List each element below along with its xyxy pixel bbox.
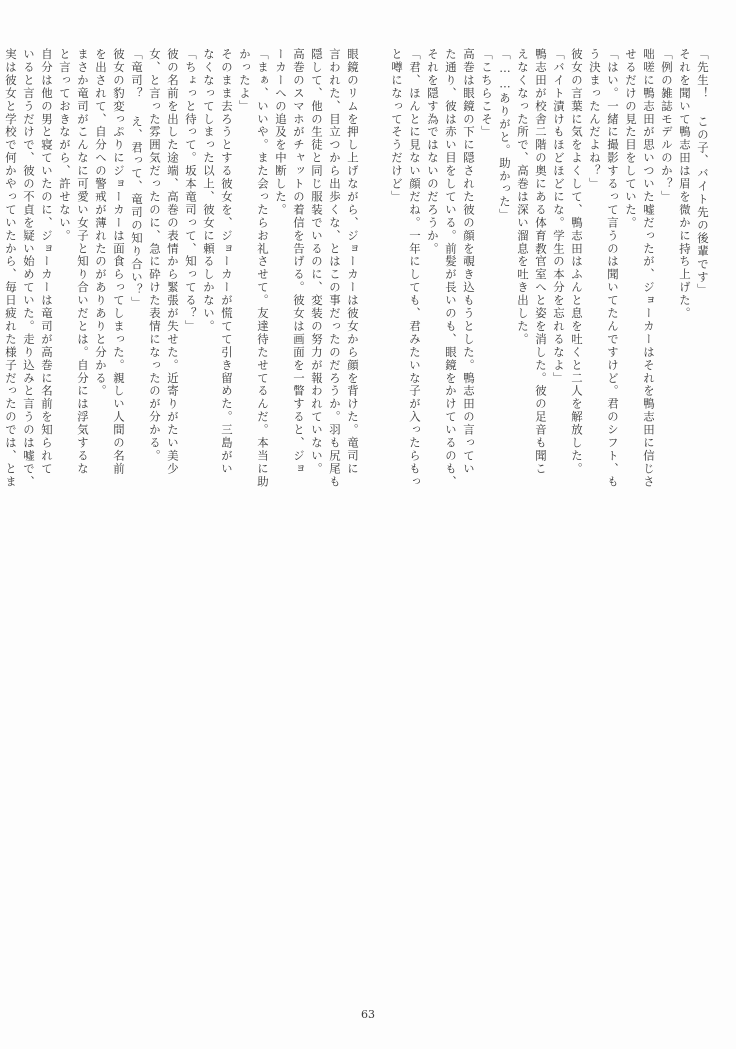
text-column: まさか竜司がこんなに可愛い女子と知り合いだとは。自分には浮気するな [76,48,90,476]
text-column: それを聞いて鴨志田は眉を微かに持ち上げた。 [678,48,692,320]
text-block-left [0,48,358,989]
text-column: と言っておきながら、許せない。 [58,48,72,243]
text-column: かったよ」 [238,48,252,113]
text-column: 高巻は眼鏡の下に隠された彼の顔を覗き込もうとした。鴨志田の言ってい [462,48,476,476]
text-column: 言われた、目立つから出歩くな、とはこの事だったのだろうか。羽も尻尾も [328,48,342,489]
text-column: 実は彼女と学校で何かやっていたから、毎日疲れた様子だったのでは、とま [4,48,18,489]
text-column: 彼女の豹変っぷりにジョーカーは面食らってしまった。親しい人間の名前 [112,48,126,476]
text-column: せるだけの見た目をしていた。 [624,48,638,230]
text-column: 隠して、他の生徒と同じ服装でいるのに、変装の努力が報われていない。 [310,48,324,476]
text-column: 自分は他の男と寝ていたのに、ジョーカーは竜司が高巻に名前を知られて [40,48,54,476]
text-column: 「……ありがと。助かった」 [498,48,512,222]
text-column: 「はい。一緒に撮影するって言うのは聞いてたんですけど。君のシフト、も [606,48,620,489]
text-body [4,48,710,989]
text-column: 彼女の言葉に気をよくして、鴨志田はふんと息を吐くと二人を解放した。 [570,48,584,476]
text-column: 鴨志田が校舎二階の奥にある体育教官室へと姿を消した。彼の足音も聞こ [534,48,548,476]
text-column: 「先生！ この子、バイト先の後輩です」 [696,48,710,297]
text-column: そのまま去ろうとする彼女を、ジョーカーが慌てて引き留めた。三島がい [220,48,234,476]
text-column: 彼の名前を出した途端、高巻の表情から緊張が失せた。近寄りがたい美少 [166,48,180,476]
text-column: 「こちらこそ」 [480,48,494,139]
text-column: た通り、彼は赤い目をしている。前髪が長いのも、眼鏡をかけているのも、 [444,48,458,489]
page-number: 63 [361,1008,375,1021]
text-column: 「まぁ、いいや。また会ったらお礼させて。友達待たせてるんだ。本当に助 [256,48,270,489]
text-column: ーカーへの追及を中断した。 [274,48,288,217]
text-column: 咄嗟に鴨志田が思いついた嘘だったが、ジョーカーはそれを鴨志田に信じさ [642,48,656,489]
text-column: と噂になってそうだけど」 [390,48,404,204]
text-block-right [384,48,708,989]
text-column: 「ちょっと待って。坂本竜司って、知ってる？」 [184,48,198,333]
text-column: う決まったんだよね？」 [588,48,602,191]
text-column: えなくなった所で、高巻は深い溜息を吐き出した。 [516,48,530,346]
text-column: 「バイト漬けもほどほどにな。学生の本分を忘れるなよ」 [552,48,566,385]
text-column: 「竜司？ え、君って、竜司の知り合い？」 [130,48,144,310]
text-column: 高巻のスマホがチャットの着信を告げる。彼女は画面を一瞥すると、ジョ [292,48,306,476]
text-column: 「例の雑誌モデルのか？」 [660,48,674,204]
text-column: それを隠す為ではないのだろうか。 [426,48,440,256]
text-column: なくなってしまった以上、彼女に頼るしかない。 [202,48,216,333]
text-column: を出されて、自分への警戒が薄れたのがありありと分かる。 [94,48,108,398]
text-column: 眼鏡のリムを押し上げながら、ジョーカーは彼女から顔を背けた。竜司に [346,48,360,476]
text-column: 女、と言った雰囲気だったのに、急に砕けた表情になったのが分かる。 [148,48,162,463]
text-column: 「君、ほんとに見ない顔だね。一年にしても、君みたいな子が入ったらもっ [408,48,422,489]
text-column: いると言うだけで、彼の不貞を疑い始めていた。走り込みと言うのは嘘で、 [22,48,36,489]
